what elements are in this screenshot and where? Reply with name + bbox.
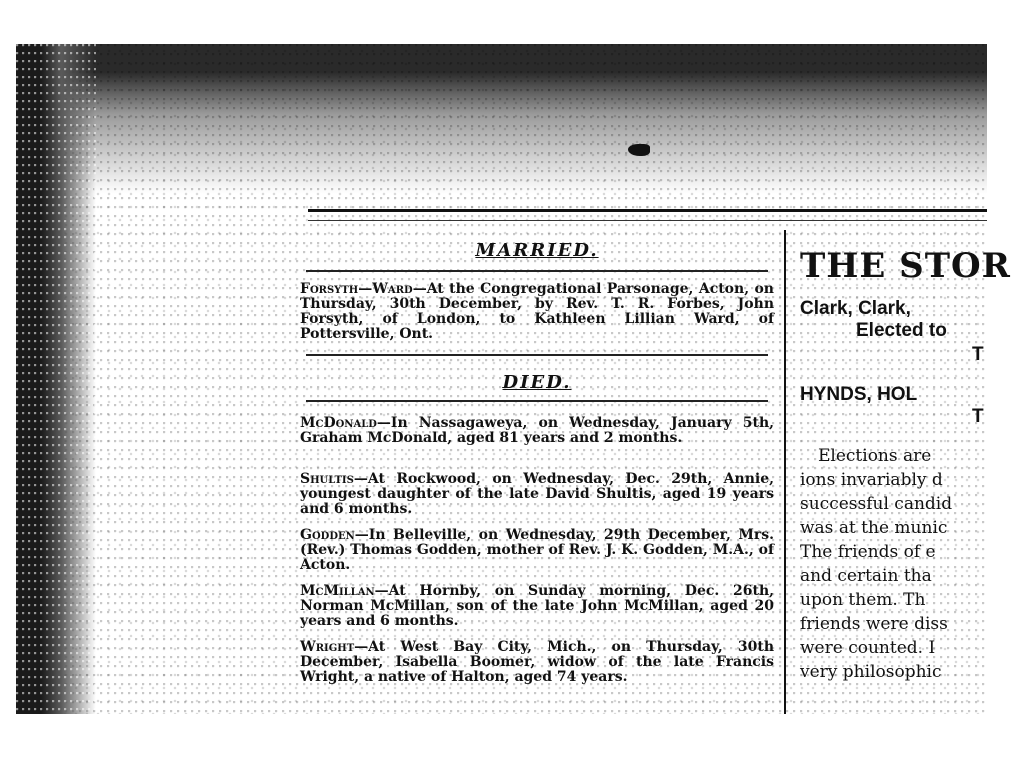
died-heading-wrap: [300, 372, 774, 393]
died-entry: [300, 472, 774, 517]
story-body-line: and certain tha: [800, 566, 932, 586]
column-top-rule: [308, 209, 987, 212]
story-subhead: Clark, Clark,: [800, 298, 911, 319]
story-body-line: Elections are: [818, 446, 932, 466]
story-body-line: upon them. Th: [800, 590, 926, 610]
married-heading-rule: [306, 270, 768, 272]
column-divider: [784, 230, 786, 714]
scan-dark-edge: [16, 44, 96, 714]
died-entry-text: —At Rockwood, on Wednesday, Dec. 29th, Annie, youngest daughter of the late David Shultis, aged 19 years and 6 months.: [300, 471, 774, 517]
died-entry: [300, 584, 774, 629]
died-entry-name: McMillan: [300, 583, 375, 599]
died-entry-name: Godden: [300, 527, 355, 543]
died-entry-text: —At West Bay City, Mich., on Thursday, 30th December, Isabella Boomer, widow of the late Francis Wright, a native of Halton, aged 74 years.: [300, 639, 774, 685]
story-body-line: very philosophic: [800, 662, 942, 682]
story-subhead: HYNDS, HOL: [800, 384, 918, 405]
story-body-line: The friends of e: [800, 542, 936, 562]
story-subhead: T: [972, 406, 984, 427]
story-body-line: successful candid: [800, 494, 953, 514]
column-top-thin-rule: [308, 220, 987, 221]
married-entry-text: —At the Congregational Parsonage, Acton, on Thursday, 30th December, by Rev. T. R. Forbes, John Forsyth, of London, to Kathleen Lillian Ward, of Pottersville, Ont.: [300, 281, 774, 342]
story-body: [800, 444, 952, 684]
died-entry-text: —At Hornby, on Sunday morning, Dec. 26th, Norman McMillan, son of the late John McMillan, aged 20 years and 6 months.: [300, 583, 774, 629]
ink-blot: [628, 144, 650, 156]
newspaper-scan: [16, 44, 1011, 714]
died-entry-text: —In Belleville, on Wednesday, 29th December, Mrs. (Rev.) Thomas Godden, mother of Rev. J. K. Godden, M.A., of Acton.: [300, 527, 774, 573]
story-subhead: Elected to: [856, 320, 947, 341]
story-subhead: T: [972, 344, 984, 365]
died-entry: [300, 416, 774, 446]
married-entry: [300, 282, 774, 342]
story-headline: THE STOR: [800, 246, 1011, 286]
story-body-line: ions invariably d: [800, 470, 943, 490]
married-heading-wrap: [300, 240, 774, 261]
died-entry-text: —In Nassagaweya, on Wednesday, January 5th, Graham McDonald, aged 81 years and 2 months.: [300, 415, 774, 446]
died-entry-name: Wright: [300, 639, 355, 655]
died-entry-name: McDonald: [300, 415, 377, 431]
died-heading: DIED.: [502, 372, 572, 393]
story-body-line: was at the munic: [800, 518, 948, 538]
story-body-line: were counted. I: [800, 638, 936, 658]
married-entry-name: Forsyth—Ward: [300, 281, 413, 297]
died-entry: [300, 640, 774, 685]
died-entry: [300, 528, 774, 573]
story-body-line: friends were diss: [800, 614, 948, 634]
married-heading: MARRIED.: [475, 240, 599, 261]
died-heading-rule: [306, 400, 768, 402]
died-entry-name: Shultis: [300, 471, 354, 487]
section-divider: [306, 354, 768, 356]
